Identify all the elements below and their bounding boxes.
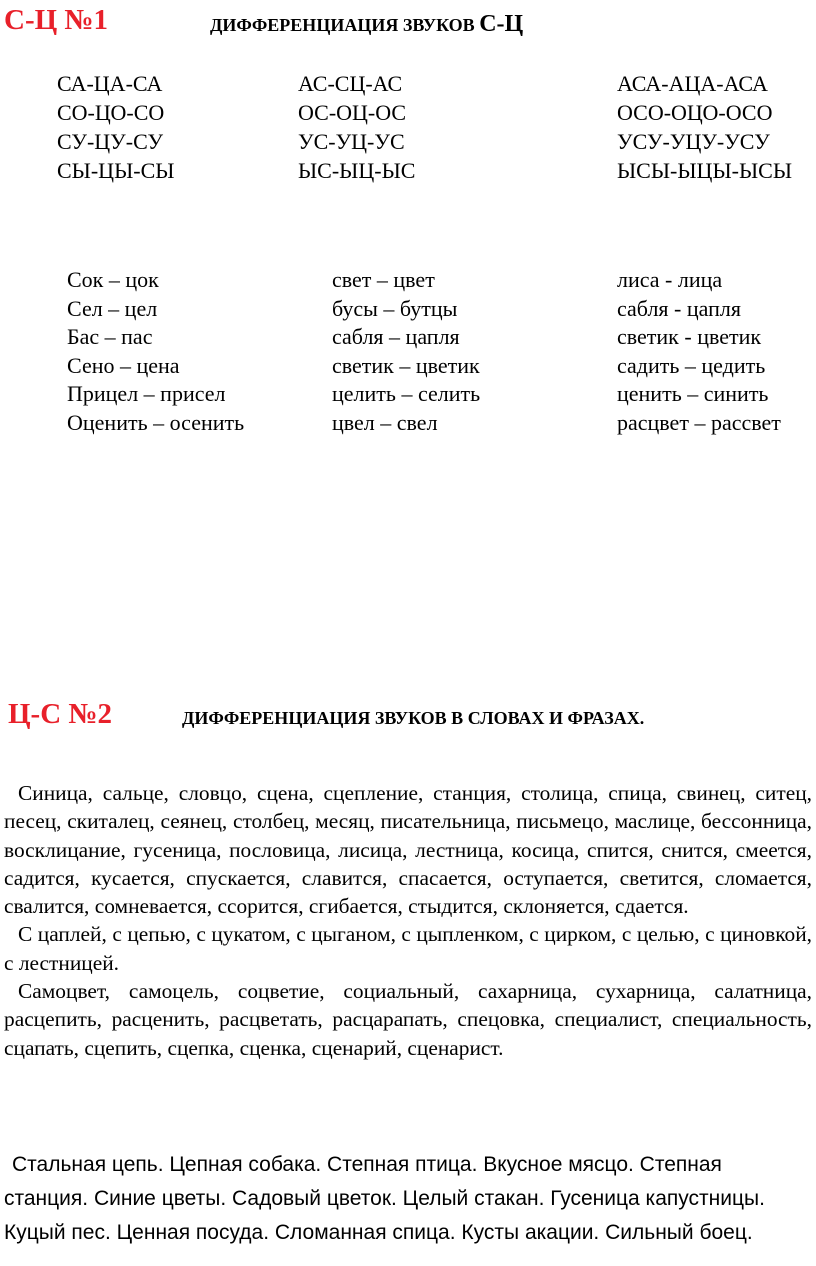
word-pair: свет – цвет — [332, 267, 435, 292]
syllable-column-1 — [57, 69, 174, 185]
word-pair: садить – цедить — [617, 352, 766, 378]
section1-heading — [210, 11, 523, 38]
syllable-row: ОСО-ОЦО-ОСО — [617, 100, 773, 125]
section2-heading: ДИФФЕРЕНЦИАЦИЯ ЗВУКОВ В СЛОВАХ И ФРАЗАХ. — [182, 708, 645, 728]
word-column-3 — [617, 266, 781, 437]
syllable-row: СА-ЦА-СА — [57, 71, 163, 96]
syllable-row: СУ-ЦУ-СУ — [57, 129, 164, 154]
section2-title: Ц-С №2 — [8, 698, 113, 730]
paragraph-compound-words: Самоцвет, самоцель, соцветие, социальный, сахарница, сухарница, салатница, расцепить, расценить, расцветать, расцарапать, спецовка, специалист, специальность, сцапать, сцепить, сцепка, сценка, сценарий, сценарист. — [4, 979, 812, 1060]
syllable-row: АС-СЦ-АС — [298, 71, 403, 96]
word-pair: сабля - цапля — [617, 295, 741, 321]
word-paragraphs — [4, 779, 812, 1062]
syllable-row: УС-УЦ-УС — [298, 129, 405, 154]
word-pair: Сено – цена — [67, 352, 180, 378]
word-pair: светик – цветик — [332, 352, 480, 378]
paragraph-phrases: С цаплей, с цепью, с цукатом, с цыганом, с цыпленком, с цирком, с целью, с циновкой, с лестницей. — [4, 922, 812, 975]
section1-title: С-Ц №1 — [4, 4, 109, 36]
word-pair: Сел – цел — [67, 295, 158, 321]
phrase-line: Куцый пес. Ценная посуда. Сломанная спица. Кусты акации. Сильный боец. — [4, 1221, 753, 1244]
word-pair: светик - цветик — [617, 324, 762, 349]
syllable-row: ОС-ОЦ-ОС — [298, 100, 407, 125]
word-pair: Сок – цок — [67, 267, 159, 292]
syllable-row: АСА-АЦА-АСА — [617, 71, 768, 96]
word-pair: лиса - лица — [617, 267, 723, 292]
word-pair: сабля – цапля — [332, 324, 460, 349]
section1-heading-suffix: С-Ц — [479, 11, 524, 37]
word-pair: цвел – свел — [332, 409, 438, 435]
word-column-2 — [332, 266, 480, 437]
syllable-row: ЫСЫ-ЫЦЫ-ЫСЫ — [617, 158, 793, 183]
syllable-row: СЫ-ЦЫ-СЫ — [57, 158, 175, 183]
word-pair: Бас – пас — [67, 324, 153, 349]
section1-heading-prefix: ДИФФЕРЕНЦИАЦИЯ ЗВУКОВ — [210, 15, 480, 35]
syllable-row: ЫС-ЫЦ-ЫС — [298, 158, 416, 183]
word-pair: бусы – бутцы — [332, 295, 458, 321]
short-phrases — [4, 1148, 812, 1250]
word-column-1 — [67, 266, 244, 437]
syllable-column-3 — [617, 69, 792, 185]
word-pair: Оценить – осенить — [67, 409, 245, 435]
syllable-row: УСУ-УЦУ-УСУ — [617, 129, 770, 154]
syllable-column-2 — [298, 69, 415, 185]
syllable-row: СО-ЦО-СО — [57, 100, 165, 125]
word-pair: ценить – синить — [617, 381, 769, 406]
word-pair: расцвет – рассвет — [617, 409, 781, 435]
paragraph-words: Синица, сальце, словцо, сцена, сцепление, станция, столица, спица, свинец, ситец, песец, скиталец, сеянец, столбец, месяц, писательница, письмецо, маслице, бессонница, восклицание, гусеница, пословица, лисица, лестница, косица, спится, снится, смеется, садится, кусается, спускается, славится, спасается, оступается, светится, сломается, свалится, сомневается, ссорится, сгибается, стыдится, склоняется, сдается. — [4, 781, 812, 919]
phrase-line: станция. Синие цветы. Садовый цветок. Целый стакан. Гусеница капустницы. — [4, 1187, 765, 1210]
word-pair: целить – селить — [332, 381, 481, 406]
word-pair: Прицел – присел — [67, 381, 226, 406]
phrase-line: Стальная цепь. Цепная собака. Степная птица. Вкусное мясцо. Степная — [12, 1153, 722, 1176]
